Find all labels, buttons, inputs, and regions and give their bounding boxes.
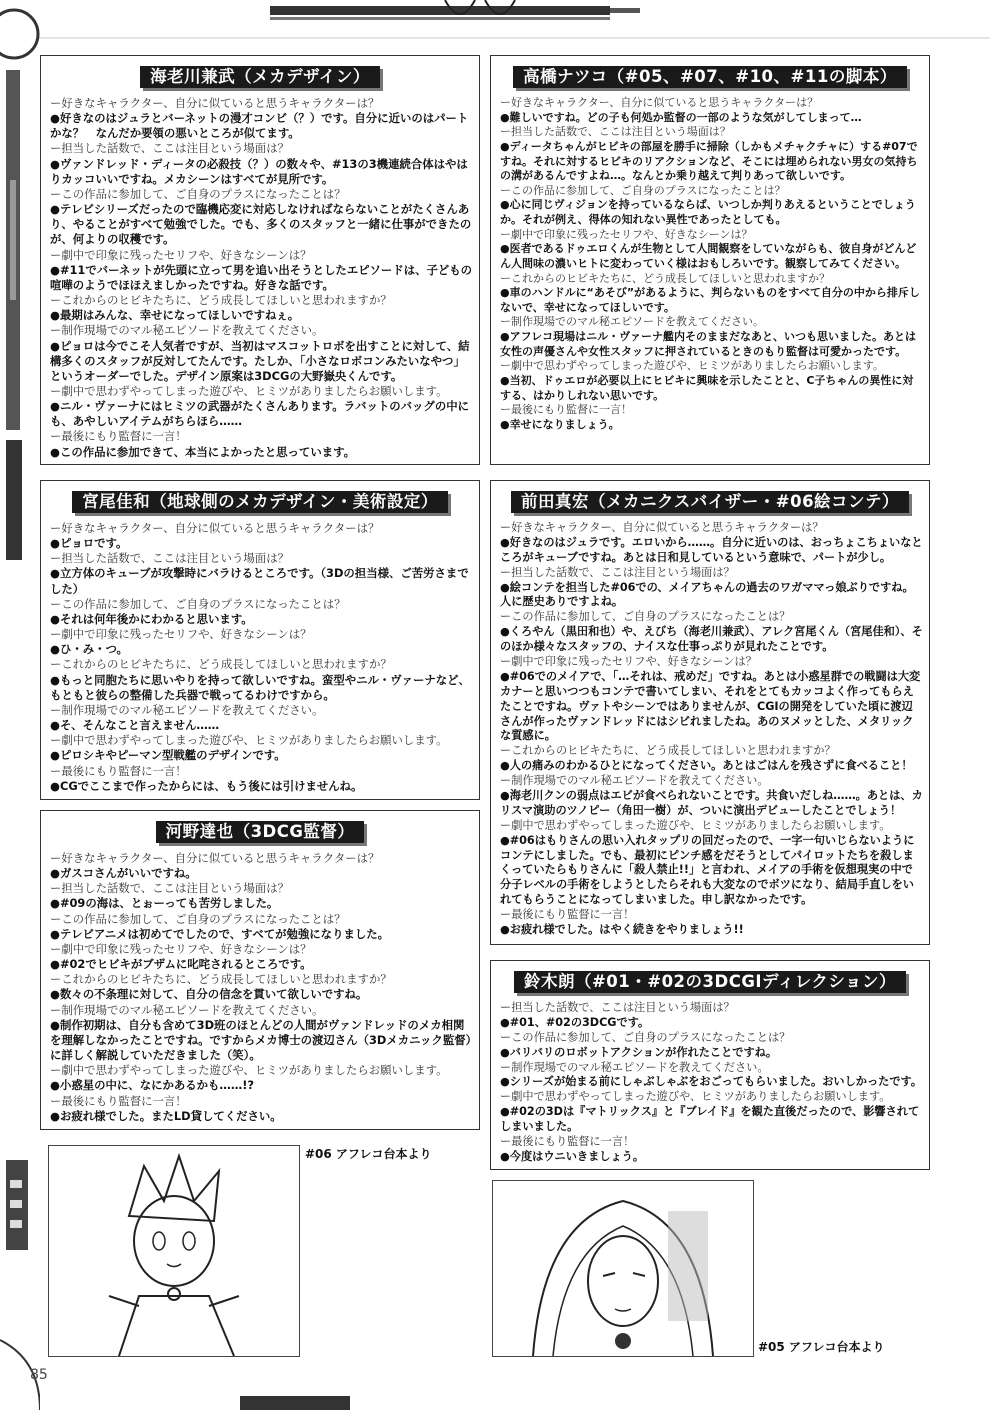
- section-body: [50, 96, 473, 460]
- interview-answer: ● 好きなのはジュラとバーネットの漫才コンビ（？）です。自分に近いのはパートかな？ なんだか要領の悪いところが似てます。: [50, 111, 473, 141]
- interview-answer: ● そ、そんなこと言えません……: [50, 718, 473, 733]
- interview-answer: ● ピロシキやピーマン型戦艦のデザインです。: [50, 748, 473, 763]
- dita-illustration: [48, 1145, 300, 1357]
- interview-question: ーこれからのヒビキたちに、どう成長してほしいと思われますか？: [50, 972, 392, 987]
- interview-question: ーこの作品に参加して、ご自身のプラスになったことは？: [50, 911, 346, 926]
- section-title: 前田真宏（メカニクスバイザー・#06絵コンテ）: [511, 491, 909, 513]
- interview-answer: ● 医者であるドゥエロくんが生物として人間観察をしていながらも、彼自身がどんどん人間味の濃いヒトに変わっていく様はおもしろいです。観察してみてください。: [500, 242, 923, 271]
- interview-question: ー好きなキャラクター、自分に似ていると思うキャラクターは？: [500, 96, 819, 109]
- interview-answer: ● 当初、ドゥエロが必要以上にヒビキに興味を示したことと、C子ちゃんの異性に対する、はかりしれない思いです。: [500, 374, 923, 403]
- top-ornament: [0, 0, 990, 40]
- interview-question: ー好きなキャラクター、自分に似ていると思うキャラクターは？: [500, 521, 824, 534]
- interview-answer: ● テレビアニメは初めてでしたので、すべてが勉強になりました。: [50, 927, 473, 942]
- interview-question: ー最後にもり監督に一言！: [50, 429, 187, 444]
- section-body: [50, 521, 473, 794]
- interview-answer: ● ひ・み・つ。: [50, 642, 473, 657]
- interview-maeda: [490, 480, 930, 945]
- interview-answer: ● ガスコさんがいいですね。: [50, 866, 473, 881]
- interview-question: ー担当した話数で、ここは注目という場面は？: [50, 551, 289, 566]
- interview-answer: ● くろやん（黒田和也）や、えびち（海老川兼武）、アレク宮尾くん（宮尾佳和）、そのほか様々なスタッフの、ナイスな仕事っぷりが見れたことです。: [500, 625, 923, 655]
- interview-answer: ● 今度はウニいきましょう。: [500, 1150, 923, 1165]
- interview-question: ー担当した話数で、ここは注目という場面は？: [500, 565, 735, 579]
- interview-question: ー最後にもり監督に一言！: [50, 763, 187, 778]
- interview-question: ー劇中で思わずやってしまった遊びや、ヒミツがありましたらお願いします。: [500, 1090, 891, 1104]
- footer-logo: [240, 1396, 350, 1410]
- interview-answer: ● #06はもりさんの思い入れタップリの回だったので、一字一句いじらないようにコンテにしました。でも、最初にピンチ感をだそうとしてパイロットたちを殺しまくっていたらもりさんに「殺人禁止!!」と言われ、メイアの手術を仮想現実の中で分子レベルの手術をしようとしたらそれも大変なのでボツになり、結局手直しをいれてもらうことになってしまいました。申し訳なかったです。: [500, 834, 923, 908]
- caption-right: #05 アフレコ台本より: [758, 1340, 885, 1354]
- interview-answer: ● バリバリのロボットアクションが作れたことですね。: [500, 1046, 923, 1061]
- interview-question: ー劇中で印象に残ったセリフや、好きなシーンは？: [50, 627, 312, 642]
- interview-question: ーこの作品に参加して、ご自身のプラスになったことは？: [500, 610, 791, 624]
- interview-answer: ● 数々の不条理に対して、自分の信念を貫いて欲しいですね。: [50, 987, 473, 1002]
- interview-answer: ● 車のハンドルに“あそび”があるように、判らないものをすべて自分の中から排斥しないで、幸せになってほしいです。: [500, 286, 923, 315]
- interview-answer: ● 絵コンテを担当した#06での、メイアちゃんの過去のワガママっ娘ぶりですね。人に歴史ありですよね。: [500, 581, 923, 611]
- interview-answer: ● #06でのメイアで、「…それは、戒めだ」ですね。あとは小惑星群での戦闘は大変カナーと思いつつもコンテで書いてしまい、それをとてもカッコよく作ってもらえたことですね。ヴァトやシーンではありませんが、CGIの開発をしていた頃に渡辺さんが作ったヴァンドレッドにはシビれましたね。あのヌメッとした、メタリックな質感に。: [500, 670, 923, 744]
- section-body: [500, 96, 923, 432]
- interview-question: ーこれからのヒビキたちに、どう成長してほしいと思われますか？: [50, 293, 392, 308]
- interview-answer: ● CGでここまで作ったからには、もう後には引けませんね。: [50, 779, 473, 794]
- interview-question: ー担当した話数で、ここは注目という場面は？: [500, 125, 731, 139]
- interview-answer: ● ディータちゃんがヒビキの部屋を勝手に掃除（しかもメチャクチャに）する#07ですね。それに対するヒビキのリアクションなど、そこには埋められない男女の気持ちの溝があるんですよね…。なんとか乗り越えて判りあって欲しいです。: [500, 140, 923, 184]
- interview-answer: ● 人の痛みのわかるひとになってください。あとはごはんを残さずに食べること！: [500, 759, 923, 774]
- interview-question: ー劇中で印象に残ったセリフや、好きなシーンは？: [50, 247, 312, 262]
- interview-question: ー制作現場でのマル秘エピソードを教えてください。: [500, 1060, 769, 1074]
- interview-question: ー担当した話数で、ここは注目という場面は？: [500, 1001, 735, 1014]
- interview-question: ー好きなキャラクター、自分に似ていると思うキャラクターは？: [50, 96, 380, 110]
- section-body: [500, 521, 923, 938]
- interview-question: ー劇中で印象に残ったセリフや、好きなシーンは？: [500, 655, 757, 669]
- interview-answer: ● テレビシリーズだったので臨機応変に対応しなければならないことがたくさんあり、やることがすべて勉強でした。でも、多くのスタッフと一緒に仕事ができたのが、何よりの収穫です。: [50, 202, 473, 247]
- interview-question: ー担当した話数で、ここは注目という場面は？: [50, 881, 289, 896]
- interview-answer: ● ピョロです。: [50, 536, 473, 551]
- interview-question: ーこの作品に参加して、ご自身のプラスになったことは？: [500, 183, 786, 197]
- interview-answer: ● この作品に参加できて、本当によかったと思っています。: [50, 445, 473, 460]
- interview-answer: ● 心に同じヴィジョンを持っているならば、いつしか判りあえるということでしょうか。それが例え、得体の知れない異性であったとしても。: [500, 198, 923, 227]
- interview-question: ー最後にもり監督に一言！: [50, 1093, 187, 1108]
- interview-question: ー制作現場でのマル秘エピソードを教えてください。: [500, 774, 769, 788]
- interview-question: ー最後にもり監督に一言！: [500, 908, 635, 922]
- interview-question: ーこの作品に参加して、ご自身のプラスになったことは？: [50, 186, 346, 201]
- interview-question: ーこれからのヒビキたちに、どう成長してほしいと思われますか？: [50, 657, 392, 672]
- interview-question: ー劇中で思わずやってしまった遊びや、ヒミツがありましたらお願いします。: [500, 818, 891, 832]
- interview-answer: ● #09の海は、とぉーっても苦労しました。: [50, 896, 473, 911]
- interview-answer: ● お疲れ様でした。はやく続きをやりましょう!!: [500, 923, 923, 938]
- interview-answer: ● #02でヒビキがブザムに叱咤されるところです。: [50, 957, 473, 972]
- interview-question: ー劇中で印象に残ったセリフや、好きなシーンは？: [50, 941, 312, 956]
- interview-suzuki: [490, 960, 930, 1170]
- interview-answer: ● シリーズが始まる前にしゃぶしゃぶをおごってもらいました。おいしかったです。: [500, 1075, 923, 1090]
- section-title: 河野達也（3DCG監督）: [156, 821, 365, 843]
- interview-answer: ● ヴァンドレッド・ディータの必殺技（？）の数々や、#13の3機連続合体はやはりカッコいいですね。メカシーンはすべてが見所です。: [50, 157, 473, 187]
- interview-miyao: [40, 480, 480, 800]
- left-ornament: [0, 0, 40, 1410]
- interview-question: ー最後にもり監督に一言！: [500, 1135, 635, 1149]
- section-title: 宮尾佳和（地球側のメカデザイン・美術設定）: [72, 491, 448, 513]
- interview-answer: ● もっと同胞たちに思いやりを持って欲しいですね。蛮型やニル・ヴァーナなど、もともと彼らの整備した兵器で戦ってるわけですから。: [50, 673, 473, 703]
- interview-question: ー劇中で思わずやってしまった遊びや、ヒミツがありましたらお願いします。: [50, 1063, 448, 1078]
- section-title: 鈴木朗（#01・#02の3DCGIディレクション）: [514, 971, 906, 993]
- interview-question: ー制作現場でのマル秘エピソードを教えてください。: [500, 315, 764, 329]
- interview-answer: ● ニル・ヴァーナにはヒミツの武器がたくさんあります。ラバットのバッグの中にも、あやしいアイテムがちらほら……: [50, 399, 473, 429]
- interview-answer: ● 難しいですね。どの子も何処か監督の一部のような気がしてしまって…: [500, 111, 923, 126]
- interview-answer: ● #11でバーネットが先頭に立って男を追い出そうとしたエピソードは、子どもの喧嘩のようでほほえましかったですね。好きな話です。: [50, 263, 473, 293]
- interview-takahashi: [490, 55, 930, 465]
- interview-answer: ● 制作初期は、自分も含めて3D班のほとんどの人間がヴァンドレッドのメカ相関を理解しなかったことですね。ですからメカ博士の渡辺さん（3Dメカニック監督）に詳しく解説していただきました（笑）。: [50, 1018, 473, 1063]
- interview-answer: ● アフレコ現場はニル・ヴァーナ艦内そのままだなあと、いつも思いました。あとは女性の声優さんや女性スタッフに押されているときのもり監督は可愛かったです。: [500, 330, 923, 359]
- section-title: 海老川兼武（メカデザイン）: [140, 66, 380, 88]
- interview-answer: ● 幸せになりましょう。: [500, 418, 923, 433]
- interview-question: ーこれからのヒビキたちに、どう成長してほしいと思われますか？: [500, 271, 830, 285]
- interview-question: ーこの作品に参加して、ご自身のプラスになったことは？: [50, 596, 346, 611]
- interview-answer: ● #02の3Dは『マトリックス』と『ブレイド』を観た直後だったので、影響されてしまいました。: [500, 1105, 923, 1135]
- meia-illustration: [492, 1180, 754, 1357]
- interview-question: ー好きなキャラクター、自分に似ていると思うキャラクターは？: [50, 521, 380, 535]
- interview-question: ー最後にもり監督に一言！: [500, 403, 632, 417]
- section-body: [500, 1001, 923, 1165]
- interview-question: ー劇中で印象に残ったセリフや、好きなシーンは？: [500, 227, 753, 241]
- interview-question: ー制作現場でのマル秘エピソードを教えてください。: [50, 323, 324, 338]
- interview-question: ー劇中で思わずやってしまった遊びや、ヒミツがありましたらお願いします。: [50, 733, 448, 748]
- interview-answer: ● #01、#02の3DCGです。: [500, 1016, 923, 1031]
- interview-answer: ● それは何年後かにわかると思います。: [50, 612, 473, 627]
- interview-answer: ● 立方体のキューブが攻撃時にバラけるところです。（3Dの担当様、ご苦労さまでした）: [50, 566, 473, 596]
- interview-question: ー制作現場でのマル秘エピソードを教えてください。: [50, 702, 324, 717]
- section-title: 高橋ナツコ（#05、#07、#10、#11の脚本）: [513, 66, 907, 88]
- interview-answer: ● ピョロは今でこそ人気者ですが、当初はマスコットロボを出すことに対して、結構多くのスタッフが反対してたんです。たしか、「小さなロボコンみたいなやつ」というオーダーでした。デザイン原案は3DCGの大野嶽央くんです。: [50, 339, 473, 384]
- interview-question: ー好きなキャラクター、自分に似ていると思うキャラクターは？: [50, 851, 380, 865]
- interview-question: ー制作現場でのマル秘エピソードを教えてください。: [50, 1002, 324, 1017]
- interview-question: ー劇中で思わずやってしまった遊びや、ヒミツがありましたらお願いします。: [50, 383, 448, 398]
- interview-ebikawa: [40, 55, 480, 465]
- caption-left: #06 アフレコ台本より: [305, 1147, 432, 1161]
- interview-question: ーこの作品に参加して、ご自身のプラスになったことは？: [500, 1030, 791, 1044]
- interview-answer: ● 海老川クンの弱点はエビが食べられないことです。共食いだしね……。あとは、カリスマ演助のツノピー（角田一樹）が、ついに演出デビューしたことでしょう！: [500, 789, 923, 819]
- interview-question: ー劇中で思わずやってしまった遊びや、ヒミツがありましたらお願いします。: [500, 359, 884, 373]
- interview-answer: ● 小惑星の中に、なにかあるかも……!?: [50, 1078, 473, 1093]
- interview-answer: ● 最期はみんな、幸せになってほしいですねぇ。: [50, 308, 473, 323]
- interview-answer: ● お疲れ様でした。またLD貸してください。: [50, 1109, 473, 1124]
- interview-kono: [40, 810, 480, 1130]
- interview-question: ー担当した話数で、ここは注目という場面は？: [50, 141, 289, 156]
- page-number: 85: [30, 1367, 48, 1383]
- interview-answer: ● 好きなのはジュラです。エロいから……。自分に近いのは、おっちょこちょいなところがキューブですね。あとは日和見しているという意味で、パートが少し。: [500, 536, 923, 566]
- section-body: [50, 851, 473, 1124]
- interview-question: ーこれからのヒビキたちに、どう成長してほしいと思われますか？: [500, 744, 836, 758]
